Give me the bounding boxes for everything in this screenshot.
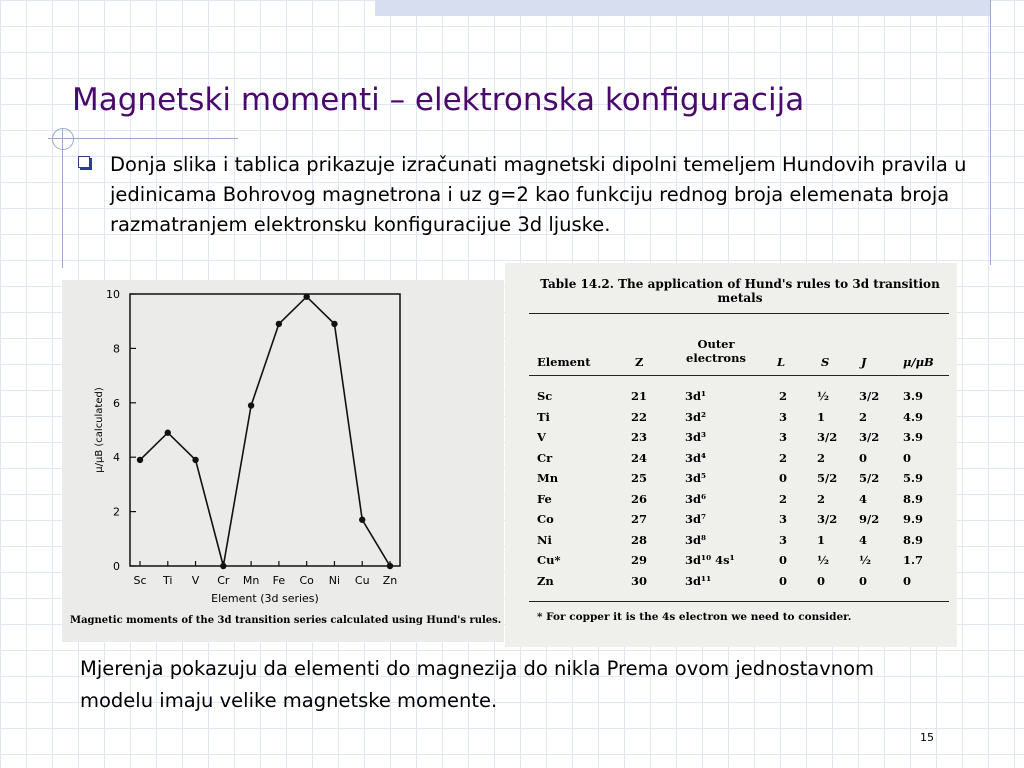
conclusion-text: Mjerenja pokazuju da elementi do magnezija do nikla Prema ovom jednostavnom modelu imaju velike magnetske momente. xyxy=(80,657,875,712)
cell-j: 2 xyxy=(859,409,868,424)
x-tick-label: Ti xyxy=(163,574,173,587)
table-row xyxy=(505,492,957,511)
table-row xyxy=(505,430,957,449)
cell-j: 0 xyxy=(859,573,868,588)
hund-rules-table xyxy=(505,263,957,647)
table-row xyxy=(505,574,957,593)
cell-l: 3 xyxy=(779,512,788,526)
cell-mu: 9.9 xyxy=(903,512,924,526)
bullet-text: Donja slika i tablica prikazuje izračunati magnetski dipolni temeljem Hundovih pravila u jedinicama Bohrovog magnetrona i uz g=2 kao funkciju rednog broja elemenata broja razmatranjem elektronsku konfiguracijue 3d ljuske. xyxy=(110,153,967,236)
cell-configuration: 3d⁸ xyxy=(685,532,707,547)
header-j: J xyxy=(861,355,867,369)
cell-l: 0 xyxy=(779,573,788,588)
table-row xyxy=(505,451,957,470)
data-point xyxy=(137,457,143,463)
cell-element: Zn xyxy=(537,573,554,588)
cell-z: 30 xyxy=(631,573,648,588)
cell-mu: 5.9 xyxy=(903,471,924,485)
data-point xyxy=(276,321,282,327)
corner-ornament-horizontal xyxy=(48,138,238,139)
x-tick-label: Co xyxy=(299,574,314,587)
table-row xyxy=(505,533,957,552)
header-l: L xyxy=(777,355,786,369)
cell-mu: 8.9 xyxy=(903,491,924,506)
cell-element: Fe xyxy=(537,491,552,506)
cell-mu: 3.9 xyxy=(903,389,924,403)
data-point xyxy=(165,430,171,436)
y-tick-label: 0 xyxy=(113,560,120,573)
y-tick-label: 10 xyxy=(106,288,120,301)
table-rule-bottom xyxy=(529,601,949,602)
table-row xyxy=(505,553,957,572)
y-axis-label: μ/μB (calculated) xyxy=(94,387,105,473)
table-title: Table 14.2. The application of Hund's rules to 3d transition metals xyxy=(540,277,940,305)
cell-element: Cu* xyxy=(537,553,561,567)
cell-l: 3 xyxy=(779,409,788,424)
header-outer-electrons: Outer electrons xyxy=(686,337,746,365)
page-number: 15 xyxy=(920,731,934,744)
cell-element: Ti xyxy=(537,409,550,424)
plot-frame xyxy=(130,294,400,566)
table-rule-top xyxy=(529,313,949,314)
x-tick-label: Fe xyxy=(272,574,286,587)
data-point xyxy=(248,402,254,408)
cell-l: 0 xyxy=(779,553,788,567)
cell-configuration: 3d³ xyxy=(685,430,707,444)
cell-configuration: 3d⁵ xyxy=(685,471,707,485)
cell-z: 29 xyxy=(631,553,648,567)
cell-z: 21 xyxy=(631,389,648,403)
cell-j: 3/2 xyxy=(859,430,880,444)
cell-j: 4 xyxy=(859,532,868,547)
cell-s: ½ xyxy=(817,389,829,403)
x-tick-label: Sc xyxy=(133,574,147,587)
cell-j: 3/2 xyxy=(859,389,880,403)
cell-j: 4 xyxy=(859,491,868,506)
cell-element: Sc xyxy=(537,389,553,403)
cell-z: 28 xyxy=(631,532,648,547)
cell-s: 1 xyxy=(817,532,826,547)
square-bullet-icon xyxy=(78,156,90,168)
data-point xyxy=(387,563,393,569)
table-footnote: * For copper it is the 4s electron we need to consider. xyxy=(537,611,852,623)
header-mu: μ/μB xyxy=(903,355,934,369)
cell-mu: 8.9 xyxy=(903,532,924,547)
y-tick-label: 4 xyxy=(113,451,120,465)
header-s: S xyxy=(821,355,830,369)
chart-caption: Magnetic moments of the 3d transition series calculated using Hund's rules. xyxy=(70,615,502,626)
x-tick-label: Ni xyxy=(328,574,341,587)
cell-z: 26 xyxy=(631,491,648,506)
cell-z: 22 xyxy=(631,409,648,424)
cell-l: 2 xyxy=(779,450,788,465)
table-row xyxy=(505,389,957,408)
cell-z: 23 xyxy=(631,430,648,444)
cell-z: 24 xyxy=(631,450,648,465)
cell-element: Cr xyxy=(537,450,553,465)
cell-s: 3/2 xyxy=(817,512,838,526)
table-row xyxy=(505,471,957,490)
cell-s: ½ xyxy=(817,553,829,567)
cell-l: 3 xyxy=(779,532,788,547)
cell-configuration: 3d¹ xyxy=(685,389,707,403)
header-z: Z xyxy=(635,355,644,369)
corner-ornament-vertical xyxy=(62,128,63,268)
cell-element: Co xyxy=(537,512,554,526)
right-decorative-rule xyxy=(990,0,991,265)
cell-l: 2 xyxy=(779,389,788,403)
chart-figure xyxy=(62,280,504,642)
cell-element: V xyxy=(537,430,546,444)
table-row xyxy=(505,512,957,531)
cell-z: 27 xyxy=(631,512,648,526)
cell-s: 2 xyxy=(817,491,826,506)
cell-configuration: 3d¹⁰ 4s¹ xyxy=(685,553,735,567)
cell-mu: 0 xyxy=(903,450,912,465)
cell-j: 9/2 xyxy=(859,512,880,526)
magnetic-moment-chart xyxy=(62,280,504,642)
y-tick-label: 8 xyxy=(113,342,120,356)
cell-configuration: 3d⁷ xyxy=(685,512,707,526)
cell-s: 5/2 xyxy=(817,471,838,485)
data-point xyxy=(359,517,365,523)
cell-l: 2 xyxy=(779,491,788,506)
cell-configuration: 3d⁶ xyxy=(685,491,707,506)
x-tick-label: Zn xyxy=(382,574,398,587)
data-point xyxy=(303,294,309,300)
cell-l: 3 xyxy=(779,430,788,444)
corner-ornament-circle xyxy=(52,128,74,150)
slide-title: Magnetski momenti – elektronska konfiguracija xyxy=(72,82,805,118)
cell-s: 3/2 xyxy=(817,430,838,444)
cell-mu: 4.9 xyxy=(903,409,924,424)
cell-l: 0 xyxy=(779,471,788,485)
cell-mu: 3.9 xyxy=(903,430,924,444)
x-tick-label: Mn xyxy=(242,574,260,587)
x-tick-label: Cr xyxy=(217,574,230,587)
cell-z: 25 xyxy=(631,471,648,485)
y-tick-label: 2 xyxy=(113,505,120,519)
data-point xyxy=(220,563,226,569)
cell-j: ½ xyxy=(859,553,871,567)
x-tick-label: V xyxy=(191,574,200,587)
cell-mu: 1.7 xyxy=(903,553,924,567)
y-tick-label: 6 xyxy=(113,396,120,410)
cell-j: 0 xyxy=(859,450,868,465)
data-point xyxy=(192,457,198,463)
moment-series-line xyxy=(140,297,390,566)
cell-mu: 0 xyxy=(903,573,912,588)
x-tick-label: Cu xyxy=(354,574,370,587)
cell-s: 2 xyxy=(817,450,826,465)
cell-s: 0 xyxy=(817,573,826,588)
table-rule-header xyxy=(529,375,949,376)
cell-configuration: 3d² xyxy=(685,409,707,424)
cell-configuration: 3d⁴ xyxy=(685,450,707,465)
cell-s: 1 xyxy=(817,409,826,424)
cell-configuration: 3d¹¹ xyxy=(685,573,712,588)
cell-element: Ni xyxy=(537,532,552,547)
top-decorative-band xyxy=(375,0,990,16)
data-point xyxy=(331,321,337,327)
cell-j: 5/2 xyxy=(859,471,880,485)
x-axis-label: Element (3d series) xyxy=(211,592,319,605)
table-row xyxy=(505,410,957,429)
header-element: Element xyxy=(537,355,591,369)
cell-element: Mn xyxy=(537,471,559,485)
